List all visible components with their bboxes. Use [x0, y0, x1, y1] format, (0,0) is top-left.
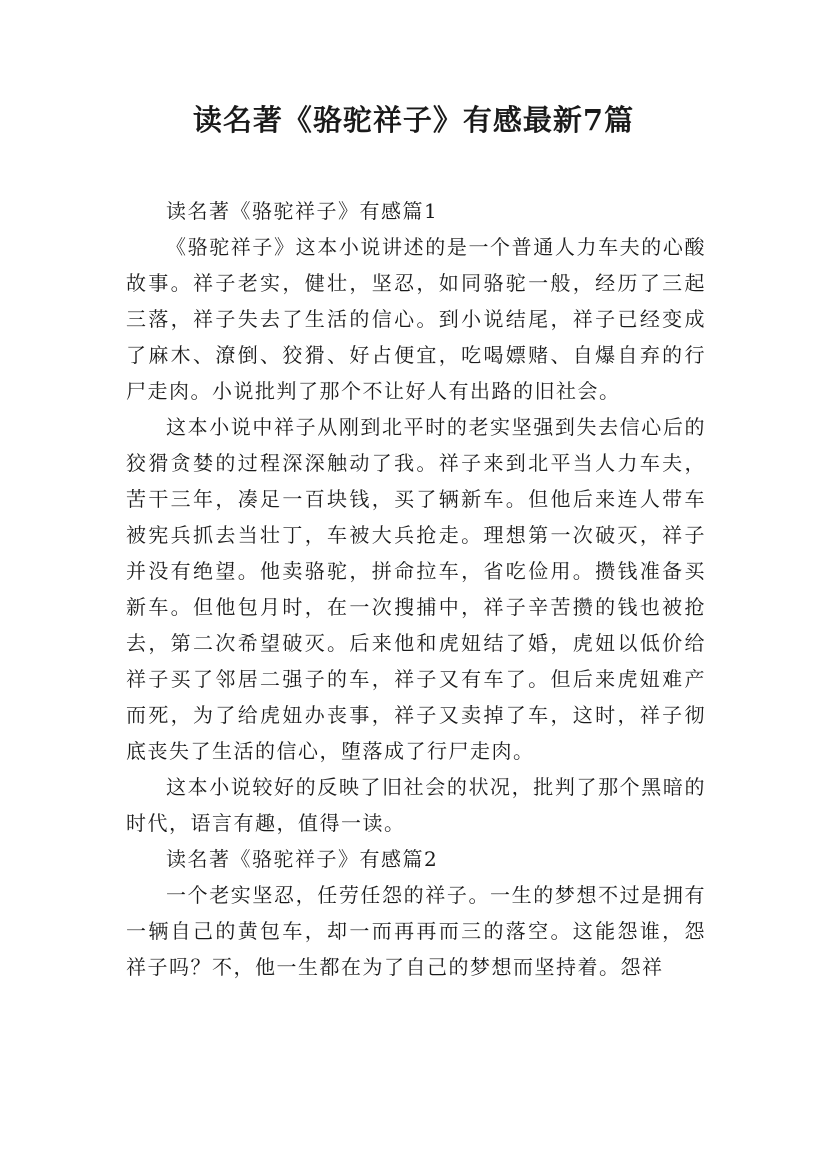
paragraph: 这本小说较好的反映了旧社会的状况，批判了那个黑暗的时代，语言有趣，值得一读。 [126, 775, 706, 835]
document-title: 读名著《骆驼祥子》有感最新7篇 [192, 103, 635, 137]
paragraph: 一个老实坚忍，任劳任怨的祥子。一生的梦想不过是拥有一辆自己的黄包车，却一而再再而三的落空。这能怨谁，怨祥子吗？不，他一生都在为了自己的梦想而坚持着。怨祥 [126, 883, 706, 979]
section-heading-2: 读名著《骆驼祥子》有感篇2 [166, 847, 439, 871]
paragraph: 这本小说中祥子从刚到北平时的老实坚强到失去信心后的狡猾贪婪的过程深深触动了我。祥子来到北平当人力车夫，苦干三年，凑足一百块钱，买了辆新车。但他后来连人带车被宪兵抓去当壮丁，车被大兵抢走。理想第一次破灭，祥子并没有绝望。他卖骆驼，拼命拉车，省吃俭用。攒钱准备买新车。但他包月时，在一次搜捕中，祥子辛苦攒的钱也被抢去，第二次希望破灭。后来他和虎妞结了婚，虎妞以低价给祥子买了邻居二强子的车，祥子又有车了。但后来虎妞难产而死，为了给虎妞办丧事，祥子又卖掉了车，这时，祥子彻底丧失了生活的信心，堕落成了行尸走肉。 [126, 415, 706, 763]
paragraph: 《骆驼祥子》这本小说讲述的是一个普通人力车夫的心酸故事。祥子老实，健壮，坚忍，如同骆驼一般，经历了三起三落，祥子失去了生活的信心。到小说结尾，祥子已经变成了麻木、潦倒、狡猾、好占便宜，吃喝嫖赌、自爆自弃的行尸走肉。小说批判了那个不让好人有出路的旧社会。 [126, 235, 706, 403]
section-heading-1: 读名著《骆驼祥子》有感篇1 [166, 199, 439, 223]
document-body [126, 193, 706, 985]
